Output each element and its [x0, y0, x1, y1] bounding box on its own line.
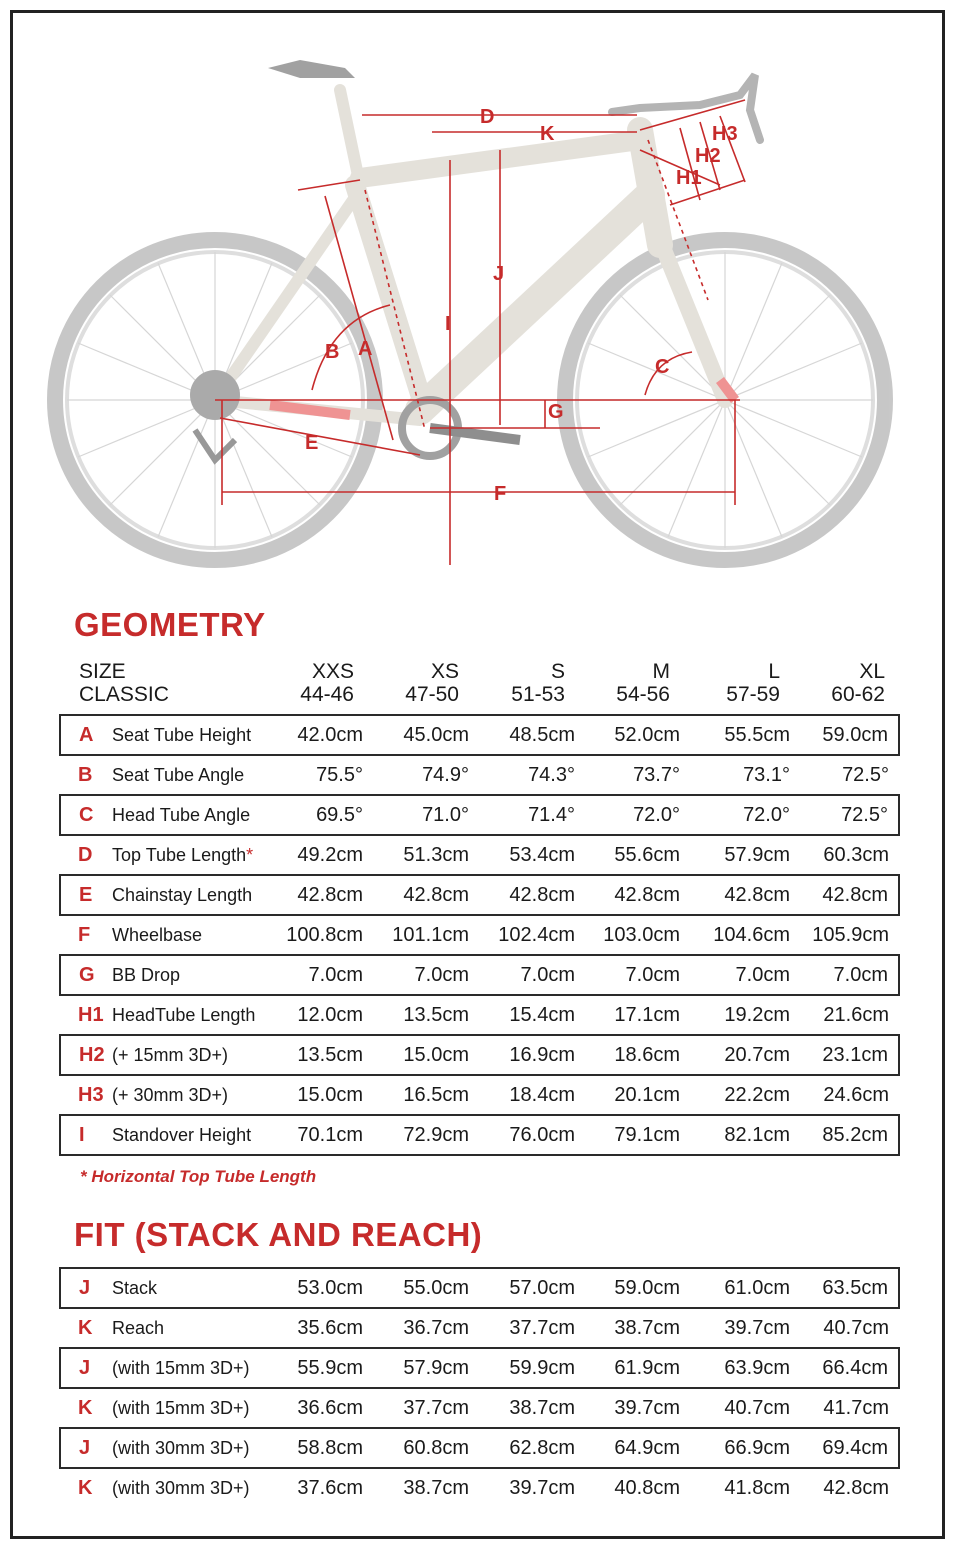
- size-code: L: [768, 660, 780, 683]
- value-cell: 38.7cm: [509, 1396, 575, 1419]
- classic-label: CLASSIC: [79, 683, 169, 706]
- value-cell: 60.3cm: [823, 843, 889, 866]
- value-cell: 13.5cm: [267, 1035, 373, 1075]
- value-cell: 85.2cm: [800, 1115, 899, 1155]
- value-cell: 72.0°: [690, 795, 800, 835]
- row-name: (with 30mm 3D+): [112, 1428, 267, 1468]
- row-name: Seat Tube Angle: [112, 764, 245, 785]
- row-key: F: [78, 923, 91, 946]
- row-key: I: [60, 1115, 112, 1155]
- table-row: [60, 835, 899, 875]
- geometry-table: [59, 714, 900, 1156]
- value-cell: 63.9cm: [690, 1348, 800, 1388]
- row-key: J: [60, 1348, 112, 1388]
- value-cell: 16.9cm: [479, 1035, 585, 1075]
- value-cell: 72.9cm: [373, 1115, 479, 1155]
- value-cell: 53.0cm: [267, 1268, 373, 1308]
- label-F: F: [494, 483, 507, 505]
- label-D: D: [480, 106, 495, 128]
- fit-title: FIT (STACK AND REACH): [74, 1216, 483, 1253]
- value-cell: 60.8cm: [373, 1428, 479, 1468]
- value-cell: 79.1cm: [585, 1115, 690, 1155]
- value-cell: 61.9cm: [585, 1348, 690, 1388]
- value-cell: 40.8cm: [614, 1476, 680, 1499]
- value-cell: 19.2cm: [724, 1003, 790, 1026]
- row-key: K: [78, 1316, 93, 1339]
- table-row: [60, 755, 899, 795]
- table-row: [60, 1348, 899, 1388]
- row-key: C: [60, 795, 112, 835]
- value-cell: 20.1cm: [614, 1083, 680, 1106]
- value-cell: 104.6cm: [713, 923, 790, 946]
- row-name: Stack: [112, 1268, 267, 1308]
- value-cell: 42.8cm: [800, 875, 899, 915]
- row-name: HeadTube Length: [112, 1004, 256, 1025]
- value-cell: 76.0cm: [479, 1115, 585, 1155]
- value-cell: 62.8cm: [479, 1428, 585, 1468]
- footnote: * Horizontal Top Tube Length: [80, 1167, 317, 1186]
- row-key: H1: [78, 1003, 104, 1026]
- value-cell: 20.7cm: [690, 1035, 800, 1075]
- value-cell: 73.7°: [633, 763, 680, 786]
- size-range: 47-50: [405, 683, 459, 706]
- value-cell: 24.6cm: [823, 1083, 889, 1106]
- value-cell: 23.1cm: [800, 1035, 899, 1075]
- value-cell: 7.0cm: [690, 955, 800, 995]
- value-cell: 45.0cm: [373, 715, 479, 755]
- table-row: [60, 1428, 899, 1468]
- value-cell: 7.0cm: [373, 955, 479, 995]
- row-name: Top Tube Length*: [112, 844, 254, 865]
- value-cell: 61.0cm: [690, 1268, 800, 1308]
- table-row: [60, 915, 899, 955]
- value-cell: 41.7cm: [823, 1396, 889, 1419]
- row-key: K: [78, 1476, 93, 1499]
- value-cell: 74.3°: [528, 763, 575, 786]
- value-cell: 15.4cm: [509, 1003, 575, 1026]
- value-cell: 42.8cm: [267, 875, 373, 915]
- bike-illustration: [55, 60, 885, 560]
- value-cell: 58.8cm: [267, 1428, 373, 1468]
- label-H2: H2: [695, 145, 721, 167]
- value-cell: 13.5cm: [403, 1003, 469, 1026]
- table-row: [60, 715, 899, 755]
- table-row: [60, 1115, 899, 1155]
- value-cell: 64.9cm: [585, 1428, 690, 1468]
- table-row: [60, 795, 899, 835]
- value-cell: 55.5cm: [690, 715, 800, 755]
- value-cell: 71.4°: [479, 795, 585, 835]
- value-cell: 38.7cm: [614, 1316, 680, 1339]
- value-cell: 42.8cm: [823, 1476, 889, 1499]
- size-range: 44-46: [300, 683, 354, 706]
- row-name: Reach: [112, 1317, 165, 1338]
- label-C: C: [655, 356, 670, 378]
- value-cell: 75.5°: [316, 763, 363, 786]
- table-row: [60, 955, 899, 995]
- value-cell: 21.6cm: [823, 1003, 889, 1026]
- row-key: J: [60, 1428, 112, 1468]
- table-row: [60, 1388, 899, 1428]
- bike-geometry-diagram: [13, 13, 943, 593]
- value-cell: 36.6cm: [297, 1396, 363, 1419]
- value-cell: 100.8cm: [286, 923, 363, 946]
- value-cell: 59.0cm: [800, 715, 899, 755]
- value-cell: 74.9°: [422, 763, 469, 786]
- value-cell: 55.9cm: [267, 1348, 373, 1388]
- value-cell: 70.1cm: [267, 1115, 373, 1155]
- value-cell: 72.5°: [842, 763, 889, 786]
- value-cell: 72.5°: [800, 795, 899, 835]
- value-cell: 55.6cm: [614, 843, 680, 866]
- value-cell: 72.0°: [585, 795, 690, 835]
- value-cell: 22.2cm: [724, 1083, 790, 1106]
- value-cell: 105.9cm: [812, 923, 889, 946]
- value-cell: 17.1cm: [614, 1003, 680, 1026]
- value-cell: 69.5°: [267, 795, 373, 835]
- row-name: Wheelbase: [112, 924, 203, 945]
- table-row: [60, 1075, 899, 1115]
- row-name: (with 15mm 3D+): [112, 1348, 267, 1388]
- geometry-title: GEOMETRY: [74, 606, 266, 643]
- value-cell: 42.8cm: [690, 875, 800, 915]
- value-cell: 18.6cm: [585, 1035, 690, 1075]
- value-cell: 39.7cm: [614, 1396, 680, 1419]
- value-cell: 35.6cm: [297, 1316, 363, 1339]
- label-J: J: [493, 263, 505, 285]
- value-cell: 102.4cm: [498, 923, 575, 946]
- size-range: 60-62: [831, 683, 885, 706]
- value-cell: 42.8cm: [585, 875, 690, 915]
- size-code: M: [652, 660, 670, 683]
- row-name: (+ 30mm 3D+): [112, 1084, 229, 1105]
- value-cell: 37.7cm: [509, 1316, 575, 1339]
- value-cell: 7.0cm: [479, 955, 585, 995]
- value-cell: 16.5cm: [403, 1083, 469, 1106]
- label-H3: H3: [712, 123, 738, 145]
- size-range: 51-53: [511, 683, 565, 706]
- value-cell: 7.0cm: [585, 955, 690, 995]
- value-cell: 82.1cm: [690, 1115, 800, 1155]
- row-key: G: [60, 955, 112, 995]
- label-I: I: [445, 313, 451, 335]
- value-cell: 53.4cm: [509, 843, 575, 866]
- value-cell: 39.7cm: [509, 1476, 575, 1499]
- value-cell: 40.7cm: [823, 1316, 889, 1339]
- value-cell: 42.8cm: [479, 875, 585, 915]
- value-cell: 101.1cm: [392, 923, 469, 946]
- value-cell: 18.4cm: [509, 1083, 575, 1106]
- label-A: A: [358, 338, 373, 360]
- size-code: S: [550, 660, 565, 683]
- row-key: A: [60, 715, 112, 755]
- value-cell: 73.1°: [743, 763, 790, 786]
- value-cell: 69.4cm: [800, 1428, 899, 1468]
- table-row: [60, 875, 899, 915]
- value-cell: 52.0cm: [585, 715, 690, 755]
- label-H1: H1: [676, 167, 702, 189]
- size-label: SIZE: [79, 660, 126, 683]
- value-cell: 38.7cm: [403, 1476, 469, 1499]
- row-key: E: [60, 875, 112, 915]
- value-cell: 59.9cm: [479, 1348, 585, 1388]
- size-code: XS: [430, 660, 459, 683]
- value-cell: 7.0cm: [267, 955, 373, 995]
- row-key: D: [78, 843, 93, 866]
- value-cell: 12.0cm: [297, 1003, 363, 1026]
- value-cell: 7.0cm: [800, 955, 899, 995]
- label-E: E: [305, 432, 319, 454]
- value-cell: 51.3cm: [403, 843, 469, 866]
- row-key: K: [78, 1396, 93, 1419]
- value-cell: 66.9cm: [690, 1428, 800, 1468]
- row-name: (with 15mm 3D+): [112, 1397, 250, 1418]
- size-code: XXS: [311, 660, 354, 683]
- label-G: G: [548, 401, 564, 423]
- value-cell: 48.5cm: [479, 715, 585, 755]
- label-B: B: [325, 341, 340, 363]
- value-cell: 37.6cm: [297, 1476, 363, 1499]
- value-cell: 42.0cm: [267, 715, 373, 755]
- row-key: B: [78, 763, 93, 786]
- size-range: 57-59: [726, 683, 780, 706]
- size-range: 54-56: [616, 683, 670, 706]
- row-name: (+ 15mm 3D+): [112, 1035, 267, 1075]
- fit-table: [59, 1267, 900, 1507]
- table-row: [60, 1035, 899, 1075]
- value-cell: 57.0cm: [479, 1268, 585, 1308]
- value-cell: 41.8cm: [724, 1476, 790, 1499]
- value-cell: 59.0cm: [585, 1268, 690, 1308]
- value-cell: 103.0cm: [603, 923, 680, 946]
- value-cell: 55.0cm: [373, 1268, 479, 1308]
- value-cell: 40.7cm: [724, 1396, 790, 1419]
- table-row: [60, 995, 899, 1035]
- row-name: Standover Height: [112, 1115, 267, 1155]
- row-key: H2: [60, 1035, 112, 1075]
- value-cell: 36.7cm: [403, 1316, 469, 1339]
- value-cell: 37.7cm: [403, 1396, 469, 1419]
- value-cell: 66.4cm: [800, 1348, 899, 1388]
- row-name: (with 30mm 3D+): [112, 1477, 250, 1498]
- table-row: [60, 1268, 899, 1308]
- value-cell: 63.5cm: [800, 1268, 899, 1308]
- value-cell: 15.0cm: [297, 1083, 363, 1106]
- value-cell: 57.9cm: [724, 843, 790, 866]
- table-row: [60, 1308, 899, 1348]
- label-K: K: [540, 123, 555, 145]
- row-name: Seat Tube Height: [112, 715, 267, 755]
- value-cell: 71.0°: [373, 795, 479, 835]
- value-cell: 42.8cm: [373, 875, 479, 915]
- row-name: BB Drop: [112, 955, 267, 995]
- row-key: H3: [78, 1083, 104, 1106]
- value-cell: 49.2cm: [297, 843, 363, 866]
- row-name: Chainstay Length: [112, 875, 267, 915]
- table-row: [60, 1468, 899, 1507]
- size-code: XL: [859, 660, 885, 683]
- value-cell: 57.9cm: [373, 1348, 479, 1388]
- row-key: J: [60, 1268, 112, 1308]
- value-cell: 15.0cm: [373, 1035, 479, 1075]
- row-name: Head Tube Angle: [112, 795, 267, 835]
- value-cell: 39.7cm: [724, 1316, 790, 1339]
